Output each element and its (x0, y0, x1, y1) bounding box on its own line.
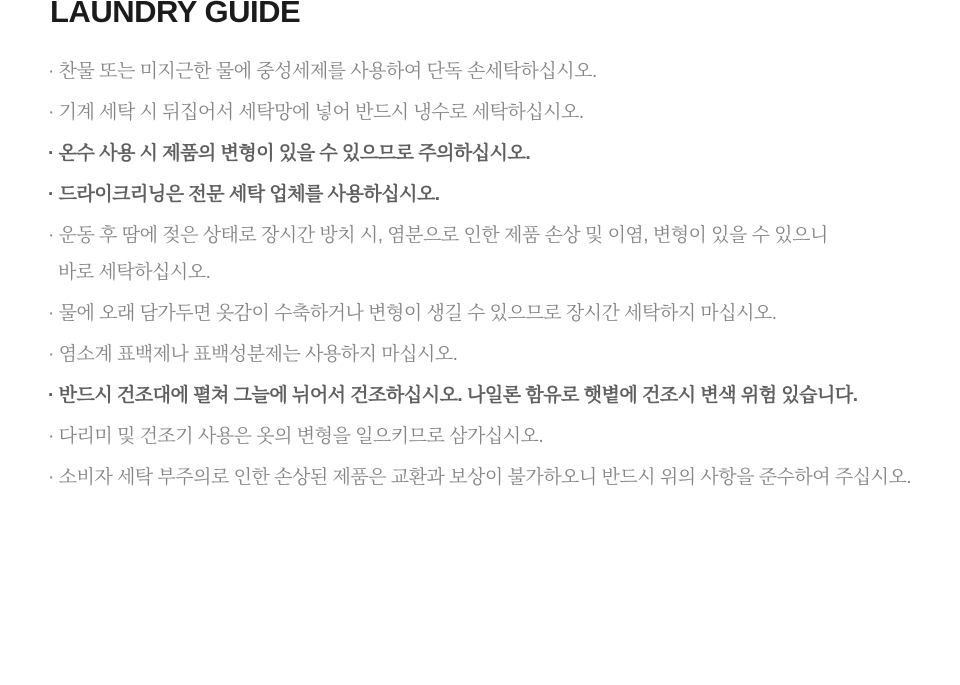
guide-item-text: · 찬물 또는 미지근한 물에 중성세제를 사용하여 단독 손세탁하십시오. (48, 61, 597, 82)
guide-item (48, 217, 950, 291)
guide-item (48, 176, 950, 213)
guide-item (48, 53, 950, 90)
guide-item-text: · 온수 사용 시 제품의 변형이 있을 수 있으므로 주의하십시오. (48, 143, 531, 164)
guide-item (48, 135, 950, 172)
guide-item-text: · 염소계 표백제나 표백성분제는 사용하지 마십시오. (48, 344, 458, 365)
guide-item-text: · 반드시 건조대에 펼쳐 그늘에 뉘어서 건조하십시오. 나일론 함유로 햇볕에 건조시 변색 위험 있습니다. (48, 385, 858, 406)
guide-item (48, 418, 950, 455)
guide-item (48, 295, 950, 332)
guide-item-text: · 드라이크리닝은 전문 세탁 업체를 사용하십시오. (48, 184, 440, 205)
guide-item (48, 459, 950, 496)
guide-item-text: · 물에 오래 담가두면 옷감이 수축하거나 변형이 생길 수 있으므로 장시간 세탁하지 마십시오. (48, 303, 777, 324)
guide-item (48, 94, 950, 131)
guide-item (48, 377, 950, 414)
guide-item-text: · 다리미 및 건조기 사용은 옷의 변형을 일으키므로 삼가십시오. (48, 426, 544, 447)
guide-item (48, 336, 950, 373)
guide-item-text-continuation: 바로 세탁하십시오. (58, 262, 211, 283)
guide-item-text: · 소비자 세탁 부주의로 인한 손상된 제품은 교환과 보상이 불가하오니 반드시 위의 사항을 준수하여 주십시오. (48, 467, 912, 488)
page-title: LAUNDRY GUIDE (50, 0, 301, 29)
guide-item-text: · 운동 후 땀에 젖은 상태로 장시간 방치 시, 염분으로 인한 제품 손상 및 이염, 변형이 있을 수 있으니 (48, 225, 828, 246)
guide-list (48, 53, 950, 496)
guide-item-text: · 기계 세탁 시 뒤집어서 세탁망에 넣어 반드시 냉수로 세탁하십시오. (48, 102, 584, 123)
